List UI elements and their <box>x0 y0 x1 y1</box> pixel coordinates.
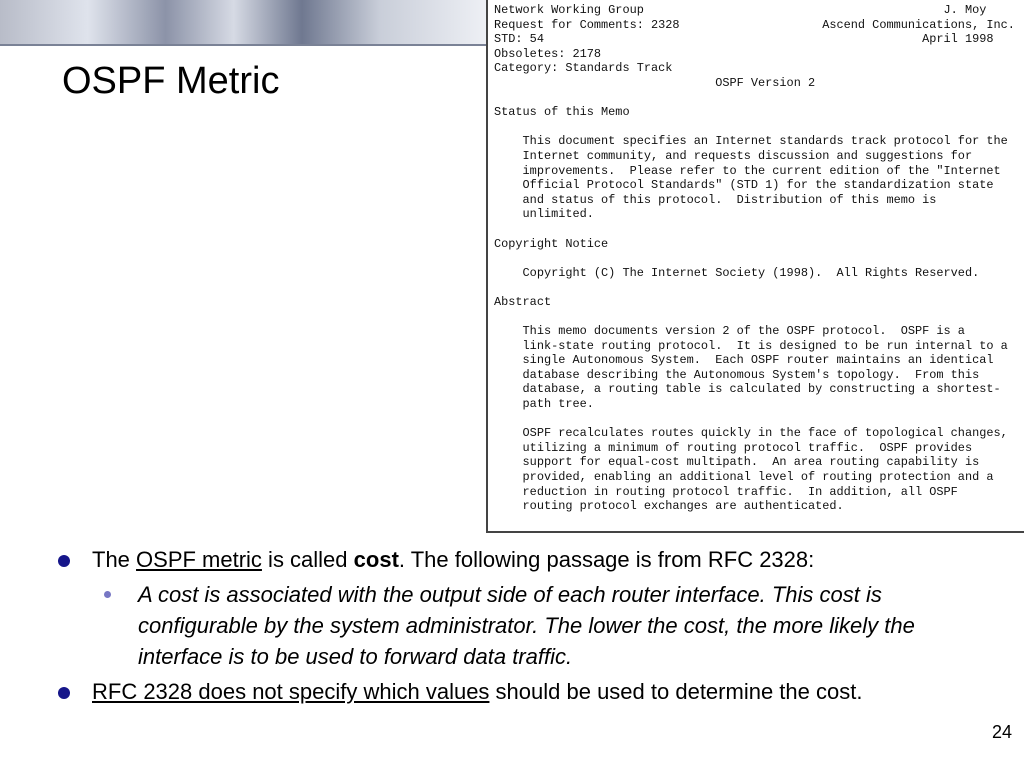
bullet-rfc-values <box>56 676 976 707</box>
rfc-line: Status of this Memo <box>494 105 630 120</box>
rfc-line: Official Protocol Standards" (STD 1) for the standardization state <box>494 178 994 193</box>
rfc-document-text <box>488 0 1024 514</box>
rfc-line: This document specifies an Internet standards track protocol for the <box>494 134 1008 149</box>
cost-term: cost <box>353 547 399 572</box>
bullet-list <box>56 544 976 707</box>
slide-title: OSPF Metric <box>62 60 280 102</box>
page-number: 24 <box>991 722 1012 742</box>
rfc-line: OSPF recalculates routes quickly in the face of topological changes, <box>494 426 1008 441</box>
sub-bullet-dot-icon <box>104 591 111 598</box>
rfc-line: Abstract <box>494 294 552 309</box>
bullet-dot-icon <box>58 687 70 699</box>
rfc-line: single Autonomous System. Each OSPF router maintains an identical <box>494 353 994 368</box>
bullet-text: . The following passage is from RFC 2328: <box>398 547 815 572</box>
bullet-text: is called <box>261 547 354 572</box>
rfc-line: Request for Comments: 2328 Ascend Communications, Inc. <box>494 17 1015 32</box>
sub-bullet-rfc-quote <box>92 579 958 672</box>
rfc-line: Obsoletes: 2178 <box>494 46 602 61</box>
rfc-line: path tree. <box>494 397 594 412</box>
header-divider <box>0 44 487 46</box>
rfc-line: Category: Standards Track <box>494 61 673 76</box>
rfc-line: utilizing a minimum of routing protocol traffic. OSPF provides <box>494 440 973 455</box>
rfc-line: and status of this protocol. Distribution of this memo is <box>494 192 937 207</box>
rfc-line: Copyright Notice <box>494 236 609 251</box>
header-banner-image <box>0 0 487 44</box>
rfc-line: database describing the Autonomous System's topology. From this <box>494 367 980 382</box>
rfc-line: link-state routing protocol. It is designed to be run internal to a <box>494 338 1008 353</box>
rfc-line: routing protocol exchanges are authenticated. <box>494 499 844 514</box>
rfc-line: STD: 54 April 1998 <box>494 32 994 47</box>
rfc-line: Network Working Group J. Moy <box>494 3 987 17</box>
rfc-line: improvements. Please refer to the current edition of the "Internet <box>494 163 1001 178</box>
rfc-line: support for equal-cost multipath. An area routing capability is <box>494 455 980 470</box>
rfc-document-excerpt <box>486 0 1024 533</box>
rfc-line: provided, enabling an additional level of routing protection and a <box>494 470 994 484</box>
rfc-line: unlimited. <box>494 207 594 222</box>
rfc-line: reduction in routing protocol traffic. In addition, all OSPF <box>494 484 958 499</box>
bullet-text: should be used to determine the cost. <box>489 679 863 704</box>
sub-bullet-list <box>92 579 976 672</box>
rfc-line: OSPF Version 2 <box>494 75 816 90</box>
rfc-values-link[interactable]: RFC 2328 does not specify which values <box>92 679 490 704</box>
rfc-quote-text: A cost is associated with the output side of each router interface. This cost is configurable by the system administrator. The lower the cost, the more likely the interface is to be used to forward data traffic. <box>138 582 915 669</box>
bullet-dot-icon <box>58 555 70 567</box>
rfc-line: Internet community, and requests discussion and suggestions for <box>494 148 973 163</box>
rfc-line: database, a routing table is calculated by constructing a shortest- <box>494 382 1001 397</box>
bullet-ospf-metric <box>56 544 976 672</box>
rfc-line: This memo documents version 2 of the OSPF protocol. OSPF is a <box>494 324 965 339</box>
bullet-text: The <box>92 547 137 572</box>
rfc-line: Copyright (C) The Internet Society (1998). All Rights Reserved. <box>494 265 980 280</box>
ospf-metric-link[interactable]: OSPF metric <box>136 547 262 572</box>
